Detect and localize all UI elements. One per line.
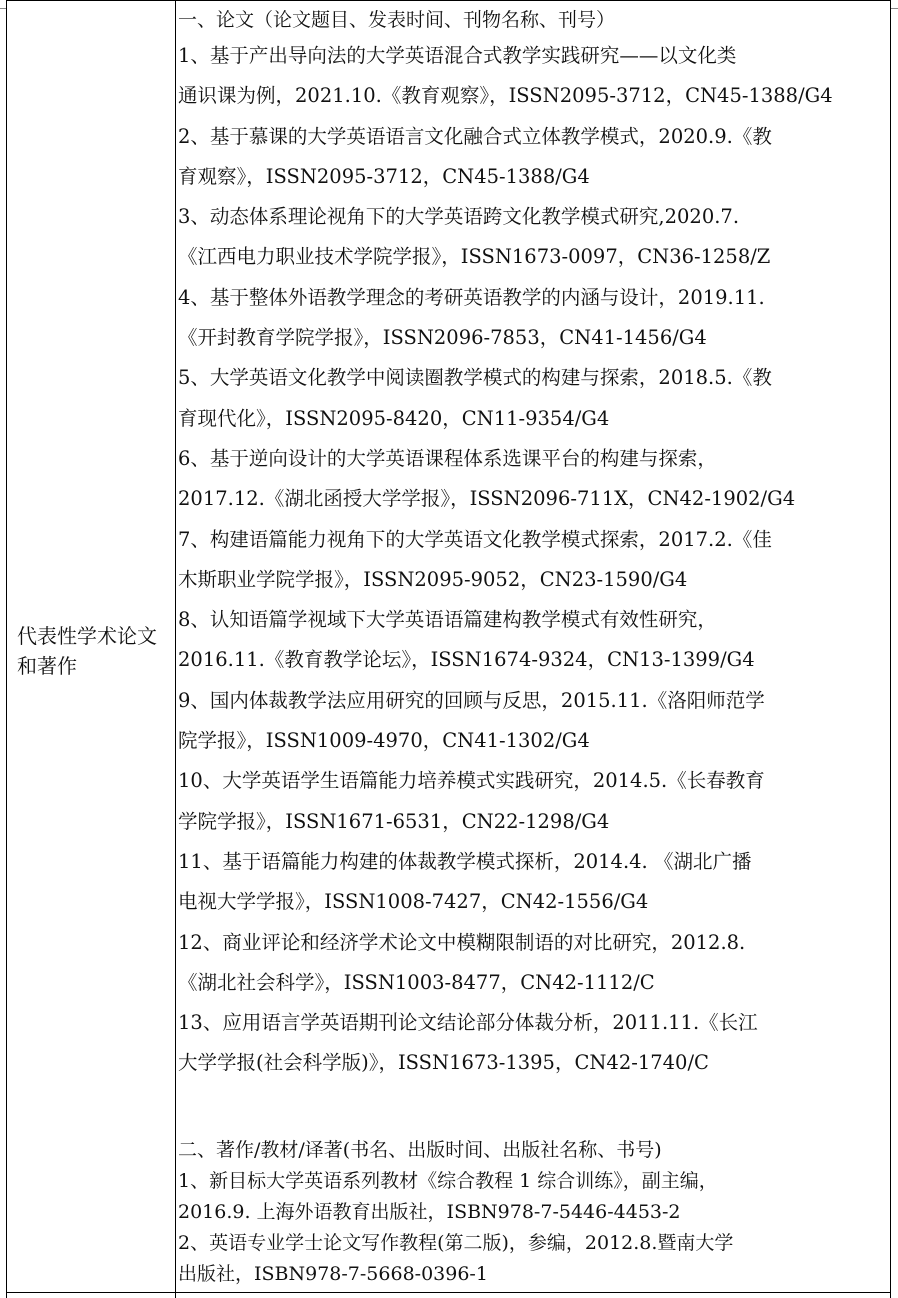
paper-line: 13、应用语言学英语期刊论文结论部分体裁分析，2011.11.《长江 xyxy=(178,1011,758,1035)
paper-line: 7、构建语篇能力视角下的大学英语文化教学模式探索，2017.2.《佳 xyxy=(178,527,772,551)
paper-line: 院学报》，ISSN1009-4970，CN41-1302/G4 xyxy=(178,729,590,753)
paper-line: 10、大学英语学生语篇能力培养模式实践研究，2014.5.《长春教育 xyxy=(178,769,765,793)
paper-line: 8、认知语篇学视域下大学英语语篇建构教学模式有效性研究， xyxy=(178,608,717,632)
next-row-border-right xyxy=(890,1292,891,1298)
book-line: 2、英语专业学士论文写作教程(第二版)，参编，2012.8.暨南大学 xyxy=(178,1232,734,1254)
paper-line: 2017.12.《湖北函授大学学报》，ISSN2096-711X，CN42-1902/G4 xyxy=(178,487,796,511)
right-margin-corner xyxy=(891,0,898,9)
next-row-border-mid xyxy=(175,1292,176,1298)
row-label-cell xyxy=(7,1,176,1297)
paper-line: 12、商业评论和经济学术论文中模糊限制语的对比研究，2012.8. xyxy=(178,930,746,954)
paper-line: 6、基于逆向设计的大学英语课程体系选课平台的构建与探索， xyxy=(178,446,717,470)
books-section xyxy=(178,1135,878,1290)
books-heading: 二、著作/教材/译著(书名、出版时间、出版社名称、书号) xyxy=(178,1139,662,1161)
paper-line: 《湖北社会科学》，ISSN1003-8477，CN42-1112/C xyxy=(178,970,655,994)
paper-line: 11、基于语篇能力构建的体裁教学模式探析，2014.4. 《湖北广播 xyxy=(178,849,752,873)
table-bottom-border xyxy=(6,1292,891,1293)
paper-line: 9、国内体裁教学法应用研究的回顾与反思，2015.11.《洛阳师范学 xyxy=(178,688,765,712)
paper-line: 电视大学学报》，ISSN1008-7427，CN42-1556/G4 xyxy=(178,890,649,914)
paper-line: 育观察》，ISSN2095-3712，CN45-1388/G4 xyxy=(178,164,590,188)
paper-line: 育现代化》，ISSN2095-8420，CN11-9354/G4 xyxy=(178,406,610,430)
paper-line: 2016.11.《教育教学论坛》，ISSN1674-9324，CN13-1399/G4 xyxy=(178,648,755,672)
paper-line: 木斯职业学院学报》，ISSN2095-9052，CN23-1590/G4 xyxy=(178,567,688,591)
book-line: 出版社，ISBN978-7-5668-0396-1 xyxy=(178,1263,488,1285)
row-label: 代表性学术论文和著作 xyxy=(17,624,157,678)
paper-line: 学院学报》，ISSN1671-6531，CN22-1298/G4 xyxy=(178,809,610,833)
paper-list xyxy=(178,36,878,1084)
paper-line: 3、动态体系理论视角下的大学英语跨文化教学模式研究,2020.7. xyxy=(178,205,740,229)
next-row-border-left xyxy=(6,1292,7,1298)
paper-line: 通识课为例，2021.10.《教育观察》，ISSN2095-3712，CN45-1388/G4 xyxy=(178,84,833,108)
paper-line: 大学学报(社会科学版)》，ISSN1673-1395，CN42-1740/C xyxy=(178,1051,709,1075)
book-line: 2016.9. 上海外语教育出版社，ISBN978-7-5446-4453-2 xyxy=(178,1201,681,1223)
book-line: 1、新目标大学英语系列教材《综合教程 1 综合训练》，副主编， xyxy=(178,1170,718,1192)
paper-line: 4、基于整体外语教学理念的考研英语教学的内涵与设计，2019.11. xyxy=(178,285,765,309)
book-list xyxy=(178,1166,878,1290)
paper-line: 《开封教育学院学报》，ISSN2096-7853，CN41-1456/G4 xyxy=(178,326,707,350)
paper-line: 5、大学英语文化教学中阅读圈教学模式的构建与探索，2018.5.《教 xyxy=(178,366,772,390)
papers-heading: 一、论文（论文题目、发表时间、刊物名称、刊号） xyxy=(178,9,616,31)
paper-line: 《江西电力职业技术学院学报》，ISSN1673-0097，CN36-1258/Z xyxy=(178,245,771,269)
papers-section xyxy=(178,4,878,1084)
paper-line: 1、基于产出导向法的大学英语混合式教学实践研究——以文化类 xyxy=(178,44,737,67)
paper-line: 2、基于慕课的大学英语语言文化融合式立体教学模式，2020.9.《教 xyxy=(178,124,772,148)
